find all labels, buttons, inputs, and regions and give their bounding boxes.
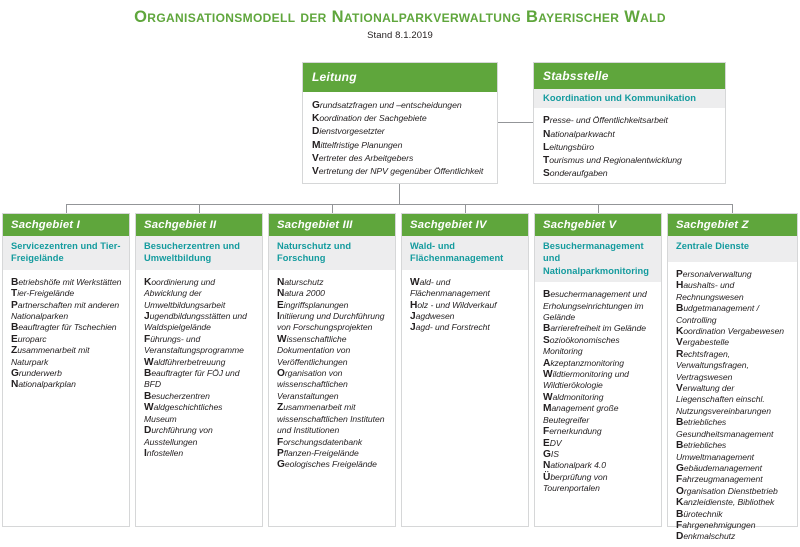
list-item: Mittelfristige Planungen [312,139,403,151]
list-item: Personalverwaltung [676,269,752,280]
sachgebiet-subtitle: Wald- und Flächenmanagement [402,236,528,270]
list-item: Koordination der Sachgebiete [312,113,427,125]
sachgebiet-subtitle: Besucherzentren und Umweltbildung [136,236,262,270]
sachgebiet-column-i [2,213,130,527]
sachgebiet-column-v [534,213,662,527]
list-item: Europarc [11,333,47,345]
list-item: Jagdwesen [410,311,455,323]
sachgebiet-body [3,270,129,395]
list-item: Durchführung von Ausstellungen [144,425,213,447]
list-item: Sozioökonomisches Monitoring [543,334,620,357]
connector-horizontal-bus [66,204,732,205]
list-item: Bürotechnik [676,508,723,520]
list-item: Tier-Freigelände [11,288,75,300]
list-item: Wildtiermonitoring und Wildtierökologie [543,369,629,391]
sachgebiet-column-ii [135,213,263,527]
list-item: Kanzleidienste, Bibliothek [676,497,775,509]
stabsstelle-subtitle: Koordination und Kommunikation [534,89,725,108]
sachgebiet-column-iii [268,213,396,527]
list-item: Leitungsbüro [543,141,595,153]
list-item: Koordination Vergabewesen [676,326,785,338]
list-item: Jagd- und Forstrecht [410,322,490,334]
list-item: Zusammenarbeit mit wissenschaftlichen Instituten und Institutionen [277,402,385,436]
list-item: Budgetmanagement / Controlling [676,303,759,325]
page-subtitle: Stand 8.1.2019 [367,30,433,41]
stabsstelle-header: Stabsstelle [534,63,725,89]
list-item: Koordinierung und Abwicklung der Umweltbildungsarbeit [144,276,226,310]
sachgebiet-column-iv [401,213,529,527]
sachgebiet-header: Sachgebiet I [3,214,129,236]
sachgebiet-body [668,262,797,547]
list-item: Vertretung der NPV gegenüber Öffentlichkeit [312,166,484,178]
list-item: Verwaltung der Liegenschaften einschl. Nutzungsvereinbarungen [676,383,771,416]
sachgebiet-subtitle: Naturschutz und Forschung [269,236,395,270]
list-item: Organisation von wissenschaftlichen Veranstaltungen [277,368,348,401]
list-item: Denkmalschutz [676,531,736,543]
list-item: Gebäudemanagement [676,462,762,474]
list-item: Natura 2000 [277,288,325,300]
list-item: Grundsatzfragen und –entscheidungen [312,100,462,111]
sachgebiet-header: Sachgebiet V [535,214,661,236]
list-item: Zusammenarbeit mit Naturpark [11,345,90,367]
list-item: Wald- und Flächenmanagement [410,276,490,299]
connector-leitung-down [399,184,400,205]
sachgebiet-subtitle: Besuchermanagement und Nationalparkmonitoring [535,236,661,282]
list-item: Fahrgenehmigungen [676,519,756,531]
list-item: Beauftragter für FÖJ und BFD [144,368,240,390]
list-item: Vertreter des Arbeitgebers [312,152,414,164]
list-item: Nationalpark 4.0 [543,460,606,472]
list-item: Holz - und Wildverkauf [410,299,497,311]
sachgebiet-body [535,282,661,498]
leitung-header: Leitung [303,63,497,92]
sachgebiet-header: Sachgebiet Z [668,214,797,236]
sachgebiet-header: Sachgebiet III [269,214,395,236]
list-item: Nationalparkwacht [543,128,615,140]
list-item: Tourismus und Regionalentwicklung [543,155,682,167]
list-item: Haushalts- und Rechnungswesen [676,280,744,302]
list-item: Fahrzeugmanagement [676,474,763,486]
list-item: Besuchermanagement und Erholungseinrichtungen im Gelände [543,289,647,323]
list-item: Waldgeschichtliches Museum [144,402,223,424]
list-item: Infostellen [144,447,184,459]
list-item: Forschungsdatenbank [277,436,363,448]
list-item: Rechtsfragen, Verwaltungsfragen, Vertragswesen [676,348,749,382]
list-item: Jugendbildungsstätten und Waldspielgelände [144,311,247,333]
list-item: Fernerkundung [543,426,602,438]
list-item: Betriebshöfe mit Werkstätten [11,276,122,288]
stabsstelle-box [533,62,726,184]
list-item: Barrierefreiheit im Gelände [543,323,646,335]
list-item: Beauftragter für Tschechien [11,322,117,334]
list-item: Naturschutz [277,276,324,288]
leitung-body [303,92,497,182]
sachgebiet-body [269,270,395,475]
list-item: Besucherzentren [144,390,210,402]
list-item: Presse- und Öffentlichkeitsarbeit [543,115,668,127]
list-item: GIS [543,448,559,460]
sachgebiet-header: Sachgebiet II [136,214,262,236]
sachgebiet-subtitle: Zentrale Dienste [668,236,797,262]
list-item: Betriebliches Umweltmanagement [676,440,755,462]
sachgebiet-body [136,270,262,464]
leitung-box [302,62,498,184]
list-item: Pflanzen-Freigelände [277,447,359,459]
list-item: Betriebliches Gesundheitsmanagement [676,417,774,439]
list-item: Management große Beutegreifer [543,403,619,425]
list-item: Waldmonitoring [543,391,604,403]
list-item: Dienstvorgesetzter [312,126,385,138]
list-item: Wissenschaftliche Dokumentation von Veröffentlichungen [277,333,351,367]
sachgebiet-subtitle: Servicezentren und Tier-Freigelände [3,236,129,270]
page-title: Organisationsmodell der Nationalparkverwaltung Bayerischer Wald [134,8,666,26]
list-item: EDV [543,437,562,449]
list-item: Eingriffsplanungen [277,299,349,311]
stabsstelle-body [534,108,725,184]
sachgebiet-body [402,270,528,338]
list-item: Initiierung und Durchführung von Forschungsprojekten [277,311,385,333]
list-item: Grunderwerb [11,368,62,380]
connector-leitung-to-stabsstelle [497,122,534,123]
sachgebiet-column-z [667,213,798,543]
list-item: Sonderaufgaben [543,168,608,180]
list-item: Organisation Dienstbetrieb [676,485,778,497]
list-item: Überprüfung von Tourenportalen [543,471,608,494]
list-item: Akzeptanzmonitoring [543,357,624,369]
list-item: Vergabestelle [676,337,729,349]
list-item: Nationalparkplan [11,379,76,391]
list-item: Geologisches Freigelände [277,459,377,471]
sachgebiet-header: Sachgebiet IV [402,214,528,236]
list-item: Waldführerbetreuung [144,356,226,368]
list-item: Partnerschaften mit anderen Nationalparken [11,299,120,322]
list-item: Führungs- und Veranstaltungsprogramme [144,333,244,356]
title-block [0,8,800,41]
